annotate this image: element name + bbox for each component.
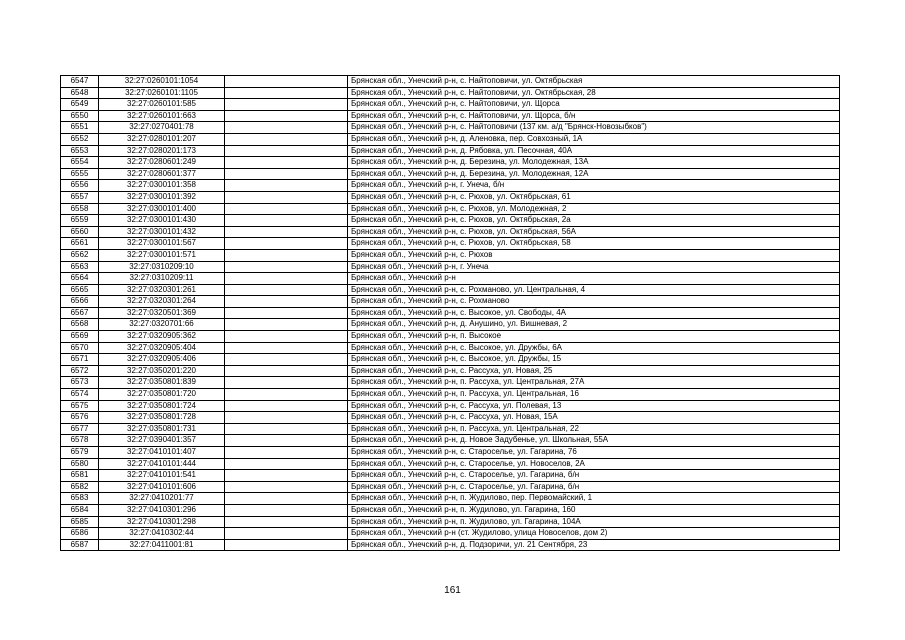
- table-row: [61, 180, 840, 192]
- table-row: [61, 87, 840, 99]
- empty-cell: [225, 296, 348, 308]
- row-number-cell: 6575: [61, 400, 99, 412]
- row-number-cell: 6587: [61, 539, 99, 551]
- row-number-cell: 6565: [61, 284, 99, 296]
- address-cell: Брянская обл., Унечский р-н, с. Рассуха, ул. Полевая, 13: [348, 400, 840, 412]
- address-cell: Брянская обл., Унечский р-н, д. Аленовка, пер. Совхозный, 1А: [348, 133, 840, 145]
- row-number-cell: 6577: [61, 423, 99, 435]
- cadastral-number-cell: 32:27:0300101:571: [99, 249, 225, 261]
- empty-cell: [225, 284, 348, 296]
- address-cell: Брянская обл., Унечский р-н, д. Березина, ул. Молодежная, 13А: [348, 157, 840, 169]
- row-number-cell: 6576: [61, 412, 99, 424]
- table-row: [61, 493, 840, 505]
- address-cell: Брянская обл., Унечский р-н, п. Рассуха, ул. Центральная, 27А: [348, 377, 840, 389]
- cadastral-number-cell: 32:27:0310209:11: [99, 273, 225, 285]
- table-row: [61, 284, 840, 296]
- row-number-cell: 6551: [61, 122, 99, 134]
- cadastral-number-cell: 32:27:0410301:296: [99, 504, 225, 516]
- empty-cell: [225, 203, 348, 215]
- address-cell: Брянская обл., Унечский р-н: [348, 273, 840, 285]
- empty-cell: [225, 400, 348, 412]
- row-number-cell: 6566: [61, 296, 99, 308]
- cadastral-number-cell: 32:27:0320905:362: [99, 331, 225, 343]
- table-row: [61, 331, 840, 343]
- table-row: [61, 423, 840, 435]
- address-cell: Брянская обл., Унечский р-н, д. Подзоричи, ул. 21 Сентября, 23: [348, 539, 840, 551]
- empty-cell: [225, 191, 348, 203]
- address-cell: Брянская обл., Унечский р-н, д. Рябовка, ул. Песочная, 40А: [348, 145, 840, 157]
- cadastral-number-cell: 32:27:0300101:358: [99, 180, 225, 192]
- cadastral-number-cell: 32:27:0300101:432: [99, 226, 225, 238]
- table-row: [61, 400, 840, 412]
- empty-cell: [225, 447, 348, 459]
- row-number-cell: 6585: [61, 516, 99, 528]
- row-number-cell: 6557: [61, 191, 99, 203]
- row-number-cell: 6567: [61, 307, 99, 319]
- row-number-cell: 6568: [61, 319, 99, 331]
- row-number-cell: 6564: [61, 273, 99, 285]
- row-number-cell: 6582: [61, 481, 99, 493]
- empty-cell: [225, 412, 348, 424]
- empty-cell: [225, 423, 348, 435]
- cadastral-number-cell: 32:27:0300101:392: [99, 191, 225, 203]
- row-number-cell: 6571: [61, 354, 99, 366]
- row-number-cell: 6553: [61, 145, 99, 157]
- row-number-cell: 6554: [61, 157, 99, 169]
- empty-cell: [225, 76, 348, 88]
- table-row: [61, 470, 840, 482]
- empty-cell: [225, 319, 348, 331]
- table-row: [61, 145, 840, 157]
- address-cell: Брянская обл., Унечский р-н, с. Рюхов: [348, 249, 840, 261]
- empty-cell: [225, 493, 348, 505]
- row-number-cell: 6584: [61, 504, 99, 516]
- address-cell: Брянская обл., Унечский р-н, с. Найтоповичи (137 км. а/д "Брянск-Новозыбков"): [348, 122, 840, 134]
- table-row: [61, 99, 840, 111]
- address-cell: Брянская обл., Унечский р-н, г. Унеча: [348, 261, 840, 273]
- address-cell: Брянская обл., Унечский р-н, с. Староселье, ул. Новоселов, 2А: [348, 458, 840, 470]
- empty-cell: [225, 249, 348, 261]
- address-cell: Брянская обл., Унечский р-н, с. Высокое, ул. Дружбы, 15: [348, 354, 840, 366]
- row-number-cell: 6559: [61, 215, 99, 227]
- address-cell: Брянская обл., Унечский р-н, с. Рохманово, ул. Центральная, 4: [348, 284, 840, 296]
- row-number-cell: 6562: [61, 249, 99, 261]
- address-cell: Брянская обл., Унечский р-н, п. Высокое: [348, 331, 840, 343]
- empty-cell: [225, 481, 348, 493]
- page-number: 161: [444, 585, 461, 596]
- table-row: [61, 110, 840, 122]
- row-number-cell: 6550: [61, 110, 99, 122]
- empty-cell: [225, 273, 348, 285]
- table-row: [61, 76, 840, 88]
- address-cell: Брянская обл., Унечский р-н, с. Высокое, ул. Свободы, 4А: [348, 307, 840, 319]
- address-cell: Брянская обл., Унечский р-н, д. Анушино, ул. Вишневая, 2: [348, 319, 840, 331]
- empty-cell: [225, 180, 348, 192]
- table-row: [61, 365, 840, 377]
- cadastral-number-cell: 32:27:0411001:81: [99, 539, 225, 551]
- table-row: [61, 168, 840, 180]
- cadastral-number-cell: 32:27:0280101:207: [99, 133, 225, 145]
- table-row: [61, 539, 840, 551]
- address-cell: Брянская обл., Унечский р-н, п. Рассуха, ул. Центральная, 22: [348, 423, 840, 435]
- table-row: [61, 435, 840, 447]
- cadastral-number-cell: 32:27:0270401:78: [99, 122, 225, 134]
- cadastral-number-cell: 32:27:0260101:585: [99, 99, 225, 111]
- address-cell: Брянская обл., Унечский р-н, с. Рюхов, ул. Октябрьская, 61: [348, 191, 840, 203]
- address-cell: Брянская обл., Унечский р-н, с. Рассуха, ул. Новая, 25: [348, 365, 840, 377]
- table-row: [61, 203, 840, 215]
- table-row: [61, 191, 840, 203]
- cadastral-number-cell: 32:27:0320301:264: [99, 296, 225, 308]
- empty-cell: [225, 470, 348, 482]
- address-cell: Брянская обл., Унечский р-н, с. Высокое, ул. Дружбы, 6А: [348, 342, 840, 354]
- table-row: [61, 504, 840, 516]
- row-number-cell: 6547: [61, 76, 99, 88]
- cadastral-number-cell: 32:27:0310209:10: [99, 261, 225, 273]
- empty-cell: [225, 354, 348, 366]
- cadastral-number-cell: 32:27:0320301:261: [99, 284, 225, 296]
- cadastral-number-cell: 32:27:0410101:541: [99, 470, 225, 482]
- address-cell: Брянская обл., Унечский р-н, с. Найтоповичи, ул. Щорса: [348, 99, 840, 111]
- table-row: [61, 133, 840, 145]
- empty-cell: [225, 528, 348, 540]
- cadastral-number-cell: 32:27:0320501:369: [99, 307, 225, 319]
- address-cell: Брянская обл., Унечский р-н, с. Староселье, ул. Гагарина, б/н: [348, 470, 840, 482]
- cadastral-number-cell: 32:27:0410101:407: [99, 447, 225, 459]
- cadastral-number-cell: 32:27:0300101:567: [99, 238, 225, 250]
- row-number-cell: 6549: [61, 99, 99, 111]
- cadastral-number-cell: 32:27:0280601:249: [99, 157, 225, 169]
- empty-cell: [225, 307, 348, 319]
- cadastral-number-cell: 32:27:0350801:724: [99, 400, 225, 412]
- empty-cell: [225, 215, 348, 227]
- table-row: [61, 215, 840, 227]
- table-row: [61, 412, 840, 424]
- address-cell: Брянская обл., Унечский р-н, д. Новое Задубенье, ул. Школьная, 55А: [348, 435, 840, 447]
- table-row: [61, 157, 840, 169]
- cadastral-number-cell: 32:27:0260101:1105: [99, 87, 225, 99]
- row-number-cell: 6569: [61, 331, 99, 343]
- address-cell: Брянская обл., Унечский р-н, с. Рюхов, ул. Молодежная, 2: [348, 203, 840, 215]
- address-cell: Брянская обл., Унечский р-н, п. Жудилово, ул. Гагарина, 104А: [348, 516, 840, 528]
- row-number-cell: 6563: [61, 261, 99, 273]
- cadastral-number-cell: 32:27:0410301:298: [99, 516, 225, 528]
- cadastral-number-cell: 32:27:0320701:66: [99, 319, 225, 331]
- table-row: [61, 273, 840, 285]
- empty-cell: [225, 145, 348, 157]
- cadastral-number-cell: 32:27:0350801:731: [99, 423, 225, 435]
- row-number-cell: 6570: [61, 342, 99, 354]
- address-cell: Брянская обл., Унечский р-н, с. Рюхов, ул. Октябрьская, 2а: [348, 215, 840, 227]
- address-cell: Брянская обл., Унечский р-н, с. Рюхов, ул. Октябрьская, 56А: [348, 226, 840, 238]
- row-number-cell: 6560: [61, 226, 99, 238]
- table-row: [61, 319, 840, 331]
- table-row: [61, 226, 840, 238]
- empty-cell: [225, 331, 348, 343]
- table-row: [61, 342, 840, 354]
- table-row: [61, 122, 840, 134]
- cadastral-number-cell: 32:27:0260101:1054: [99, 76, 225, 88]
- cadastral-number-cell: 32:27:0410302:44: [99, 528, 225, 540]
- cadastral-number-cell: 32:27:0410101:606: [99, 481, 225, 493]
- table-row: [61, 307, 840, 319]
- address-cell: Брянская обл., Унечский р-н, с. Рохманово: [348, 296, 840, 308]
- row-number-cell: 6579: [61, 447, 99, 459]
- empty-cell: [225, 261, 348, 273]
- cadastral-number-cell: 32:27:0350801:728: [99, 412, 225, 424]
- cadastral-number-cell: 32:27:0390401:357: [99, 435, 225, 447]
- cadastral-number-cell: 32:27:0410201:77: [99, 493, 225, 505]
- empty-cell: [225, 157, 348, 169]
- empty-cell: [225, 342, 348, 354]
- empty-cell: [225, 122, 348, 134]
- cadastral-number-cell: 32:27:0300101:430: [99, 215, 225, 227]
- row-number-cell: 6548: [61, 87, 99, 99]
- table-row: [61, 354, 840, 366]
- empty-cell: [225, 539, 348, 551]
- row-number-cell: 6583: [61, 493, 99, 505]
- table-row: [61, 516, 840, 528]
- table-row: [61, 389, 840, 401]
- table-row: [61, 458, 840, 470]
- empty-cell: [225, 504, 348, 516]
- cadastral-table: [60, 75, 840, 551]
- cadastral-number-cell: 32:27:0410101:444: [99, 458, 225, 470]
- empty-cell: [225, 226, 348, 238]
- table-row: [61, 296, 840, 308]
- cadastral-table-body: [61, 76, 840, 551]
- cadastral-number-cell: 32:27:0320905:404: [99, 342, 225, 354]
- empty-cell: [225, 168, 348, 180]
- cadastral-number-cell: 32:27:0320905:406: [99, 354, 225, 366]
- address-cell: Брянская обл., Унечский р-н, п. Рассуха, ул. Центральная, 16: [348, 389, 840, 401]
- row-number-cell: 6574: [61, 389, 99, 401]
- row-number-cell: 6561: [61, 238, 99, 250]
- empty-cell: [225, 377, 348, 389]
- row-number-cell: 6555: [61, 168, 99, 180]
- table-row: [61, 528, 840, 540]
- row-number-cell: 6558: [61, 203, 99, 215]
- address-cell: Брянская обл., Унечский р-н, с. Староселье, ул. Гагарина, 76: [348, 447, 840, 459]
- table-row: [61, 377, 840, 389]
- table-row: [61, 261, 840, 273]
- address-cell: Брянская обл., Унечский р-н, с. Рассуха, ул. Новая, 15А: [348, 412, 840, 424]
- empty-cell: [225, 133, 348, 145]
- row-number-cell: 6586: [61, 528, 99, 540]
- address-cell: Брянская обл., Унечский р-н, д. Березина, ул. Молодежная, 12А: [348, 168, 840, 180]
- row-number-cell: 6581: [61, 470, 99, 482]
- table-row: [61, 238, 840, 250]
- empty-cell: [225, 389, 348, 401]
- address-cell: Брянская обл., Унечский р-н, г. Унеча, б/н: [348, 180, 840, 192]
- empty-cell: [225, 87, 348, 99]
- empty-cell: [225, 365, 348, 377]
- cadastral-number-cell: 32:27:0350801:720: [99, 389, 225, 401]
- table-row: [61, 249, 840, 261]
- address-cell: Брянская обл., Унечский р-н, с. Найтоповичи, ул. Октябрьская, 28: [348, 87, 840, 99]
- row-number-cell: 6578: [61, 435, 99, 447]
- table-row: [61, 447, 840, 459]
- address-cell: Брянская обл., Унечский р-н, п. Жудилово, пер. Первомайский, 1: [348, 493, 840, 505]
- cadastral-number-cell: 32:27:0280201:173: [99, 145, 225, 157]
- address-cell: Брянская обл., Унечский р-н, п. Жудилово, ул. Гагарина, 160: [348, 504, 840, 516]
- cadastral-number-cell: 32:27:0350801:839: [99, 377, 225, 389]
- row-number-cell: 6573: [61, 377, 99, 389]
- empty-cell: [225, 516, 348, 528]
- row-number-cell: 6580: [61, 458, 99, 470]
- empty-cell: [225, 458, 348, 470]
- empty-cell: [225, 99, 348, 111]
- address-cell: Брянская обл., Унечский р-н, с. Рюхов, ул. Октябрьская, 58: [348, 238, 840, 250]
- row-number-cell: 6552: [61, 133, 99, 145]
- empty-cell: [225, 435, 348, 447]
- row-number-cell: 6556: [61, 180, 99, 192]
- cadastral-number-cell: 32:27:0280601:377: [99, 168, 225, 180]
- address-cell: Брянская обл., Унечский р-н (ст. Жудилово, улица Новоселов, дом 2): [348, 528, 840, 540]
- cadastral-number-cell: 32:27:0260101:663: [99, 110, 225, 122]
- empty-cell: [225, 238, 348, 250]
- row-number-cell: 6572: [61, 365, 99, 377]
- address-cell: Брянская обл., Унечский р-н, с. Староселье, ул. Гагарина, б/н: [348, 481, 840, 493]
- cadastral-number-cell: 32:27:0300101:400: [99, 203, 225, 215]
- cadastral-number-cell: 32:27:0350201:220: [99, 365, 225, 377]
- empty-cell: [225, 110, 348, 122]
- table-row: [61, 481, 840, 493]
- address-cell: Брянская обл., Унечский р-н, с. Найтоповичи, ул. Октябрьская: [348, 76, 840, 88]
- address-cell: Брянская обл., Унечский р-н, с. Найтоповичи, ул. Щорса, б/н: [348, 110, 840, 122]
